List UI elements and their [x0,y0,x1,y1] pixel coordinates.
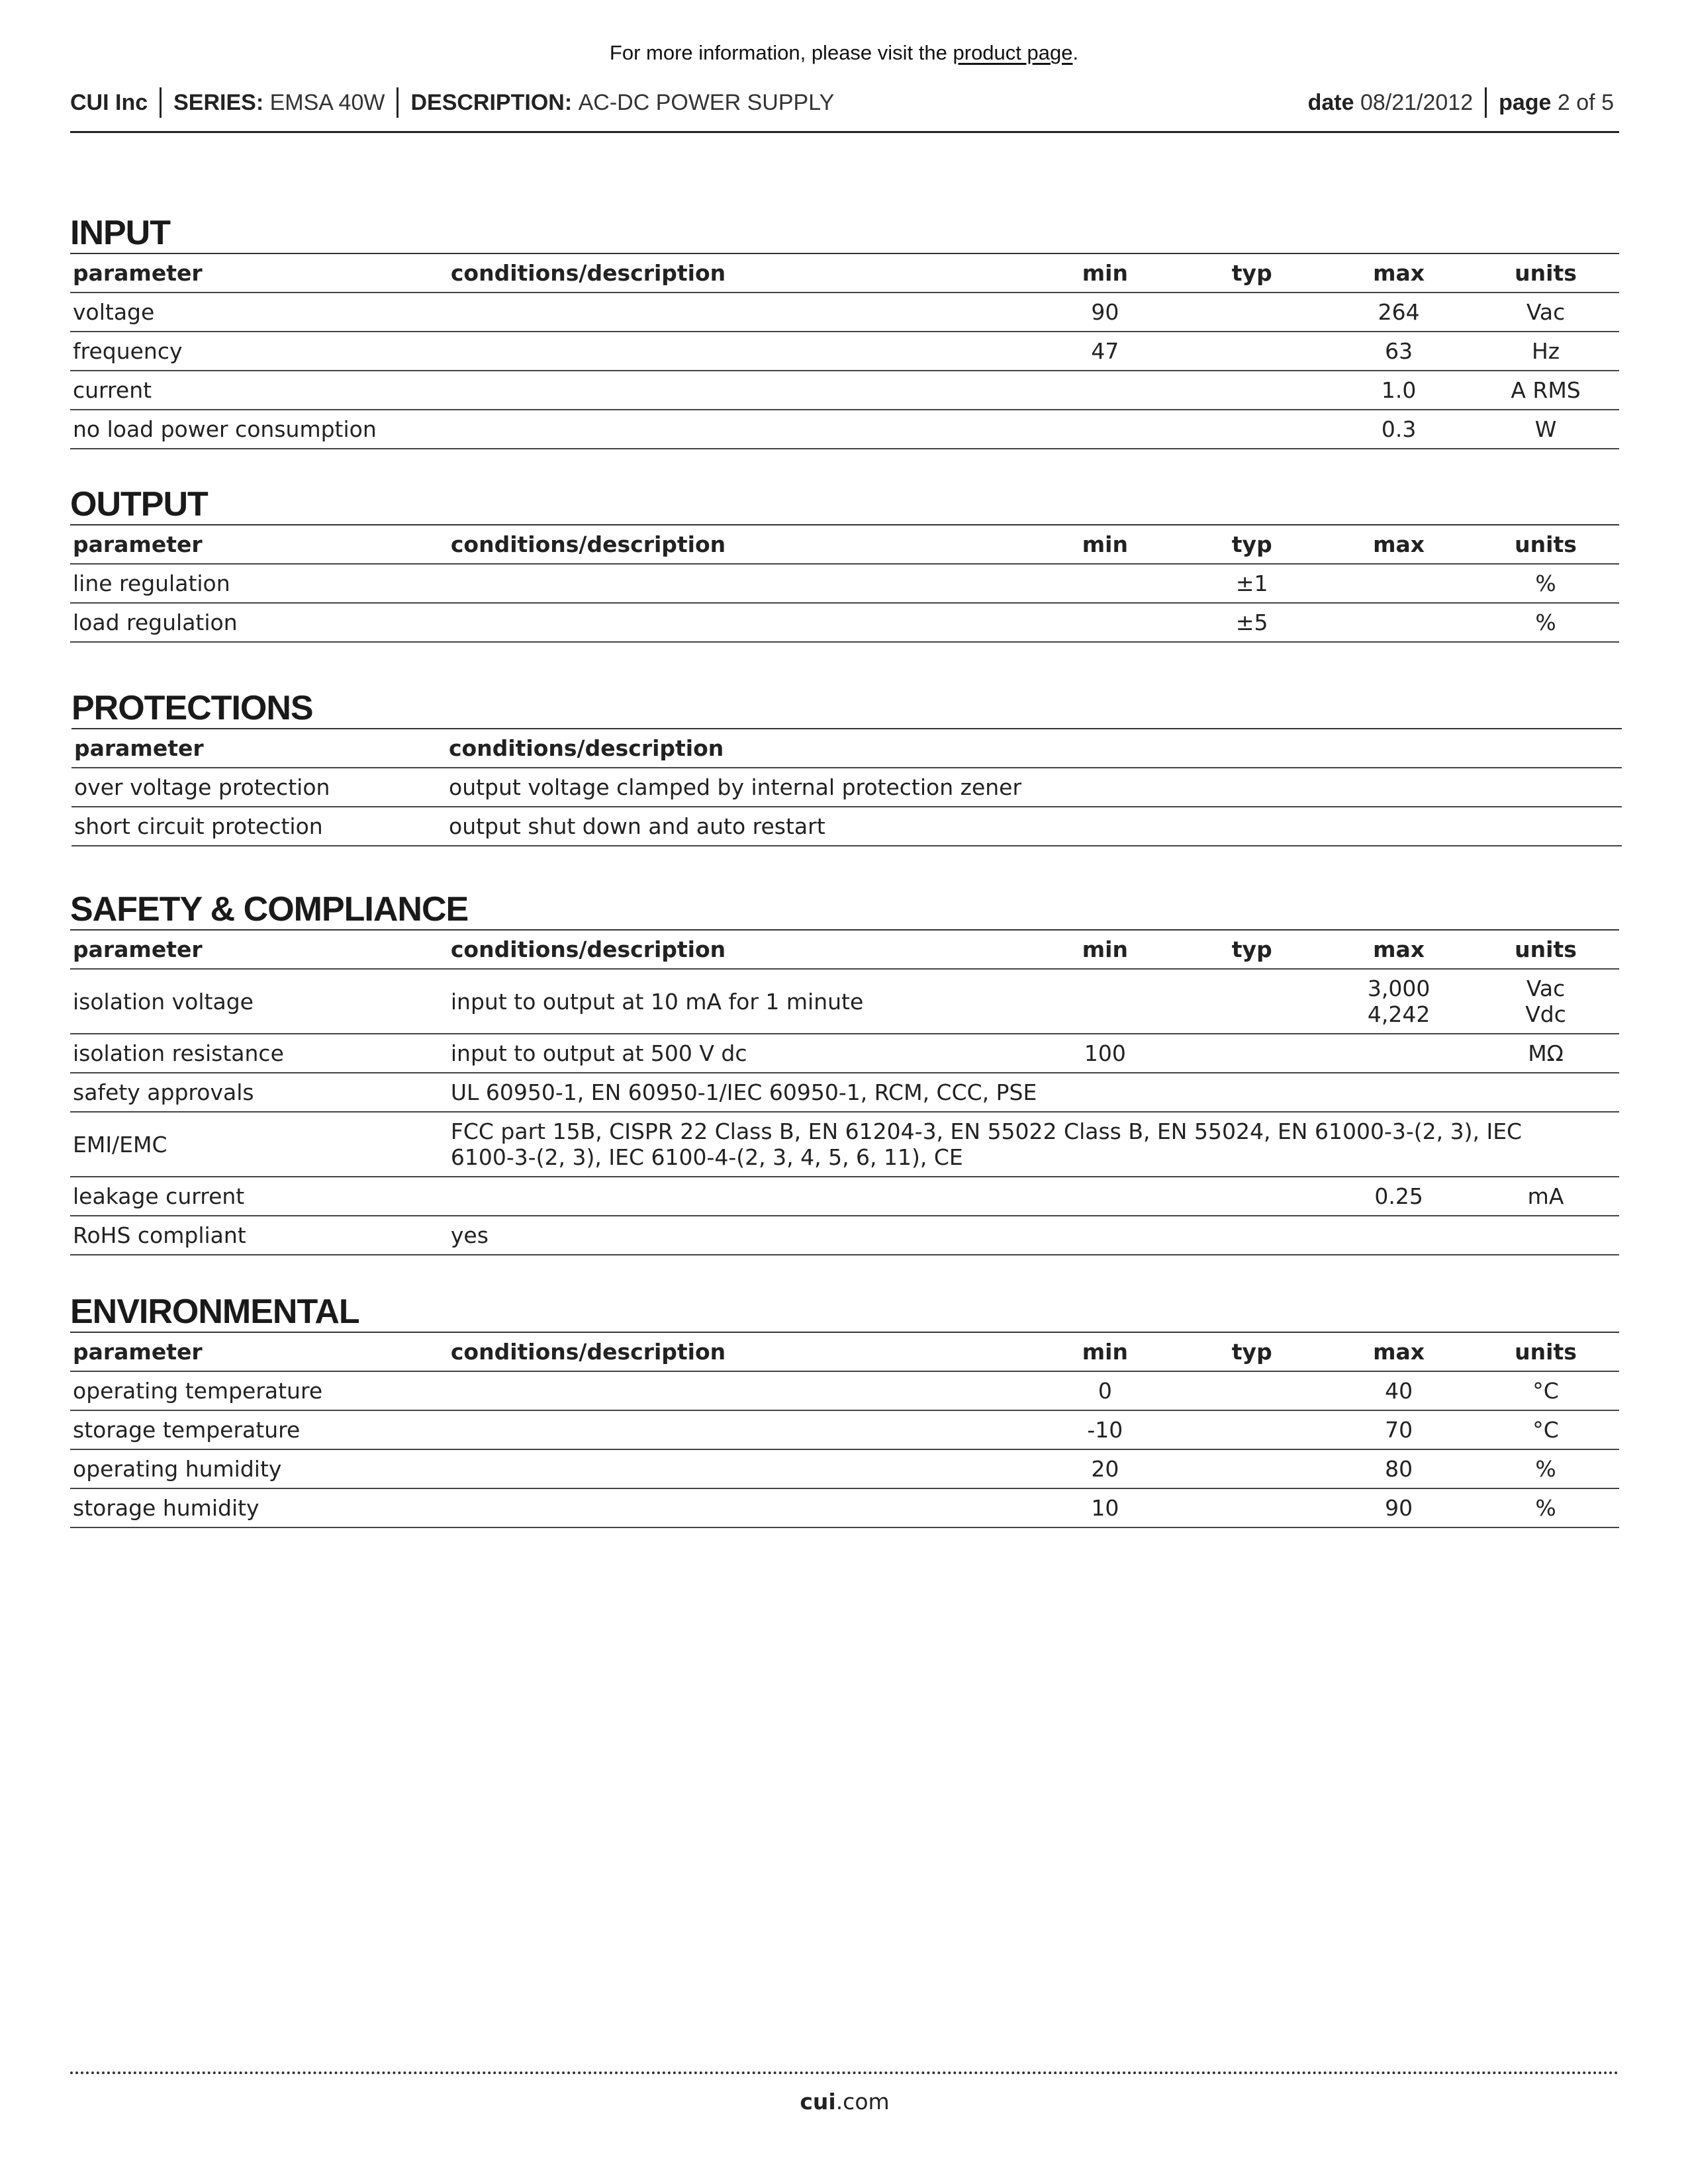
cell-units: % [1472,603,1619,642]
header-divider [397,87,399,118]
cell-min [1031,410,1178,449]
cell-units [1472,969,1619,1034]
header-units: units [1472,525,1619,564]
cell-conditions [448,564,1032,603]
header-conditions: conditions/description [448,525,1032,564]
page-value: 2 of 5 [1557,89,1614,115]
header-parameter: parameter [71,729,446,768]
cell-parameter: voltage [70,293,448,332]
cell-parameter: short circuit protection [71,807,446,846]
header-divider [160,87,162,118]
header-typ: typ [1178,1333,1325,1371]
table-row [70,969,1619,1034]
output-section [70,484,1619,643]
cell-conditions [448,1371,1032,1410]
units-value: Vac [1526,976,1566,1001]
max-value: 4,242 [1367,1001,1430,1027]
header-min: min [1031,525,1178,564]
footer-site-bold: cui [800,2089,836,2115]
cell-conditions [448,371,1032,410]
cell-parameter: load regulation [70,603,448,642]
header-typ: typ [1178,525,1325,564]
cell-conditions [448,1112,1619,1177]
cell-conditions [448,1449,1032,1488]
header-parameter: parameter [70,525,448,564]
section-title: INPUT [70,213,1619,254]
page-label: page [1499,89,1552,115]
cell-typ [1178,1449,1325,1488]
table-header-row [70,254,1619,293]
header-min: min [1031,254,1178,293]
series-value: EMSA 40W [269,89,385,115]
environmental-section [70,1292,1619,1528]
cell-min [1031,1177,1178,1216]
header-parameter: parameter [70,254,448,293]
table-header-row [70,525,1619,564]
cell-parameter: line regulation [70,564,448,603]
cell-parameter: storage humidity [70,1488,448,1527]
cell-conditions: yes [448,1216,1619,1255]
conditions-line: FCC part 15B, CISPR 22 Class B, EN 61204-3, EN 55022 Class B, EN 55024, EN 61000-3-(2, 3), IEC [450,1118,1523,1144]
header-conditions: conditions/description [448,931,1032,969]
cell-min: 20 [1031,1449,1178,1488]
environmental-table [70,1333,1619,1528]
cell-max: 40 [1325,1371,1472,1410]
cell-min [1031,564,1178,603]
cell-max [1325,1034,1472,1073]
cell-conditions [448,1177,1032,1216]
cell-min [1031,371,1178,410]
protections-table [71,729,1622,846]
cell-typ: ±5 [1178,603,1325,642]
cell-conditions [448,1410,1032,1449]
header-min: min [1031,1333,1178,1371]
cell-units: MΩ [1472,1034,1619,1073]
table-header-row [70,931,1619,969]
date-value: 08/21/2012 [1360,89,1474,115]
header-conditions: conditions/description [446,729,1622,768]
table-row [70,1073,1619,1112]
table-row [70,1112,1619,1177]
cell-typ [1178,1371,1325,1410]
header-typ: typ [1178,254,1325,293]
header-divider [1485,87,1487,118]
section-title: SAFETY & COMPLIANCE [70,889,1619,931]
cell-units: % [1472,564,1619,603]
cell-max: 63 [1325,332,1472,371]
table-row [70,293,1619,332]
header-parameter: parameter [70,931,448,969]
output-table [70,525,1619,643]
cell-units: °C [1472,1410,1619,1449]
page-header [70,81,1619,133]
cell-max: 80 [1325,1449,1472,1488]
product-page-link[interactable]: product page [953,41,1073,64]
footer-website[interactable] [70,2089,1619,2115]
cell-parameter: operating temperature [70,1371,448,1410]
cell-parameter: RoHS compliant [70,1216,448,1255]
cell-min: -10 [1031,1410,1178,1449]
cell-conditions: input to output at 10 mA for 1 minute [448,969,1032,1034]
table-row [71,807,1622,846]
cell-conditions [448,332,1032,371]
table-row [71,768,1622,807]
section-title: ENVIRONMENTAL [70,1292,1619,1333]
header-units: units [1472,1333,1619,1371]
cell-min: 90 [1031,293,1178,332]
company-name: CUI Inc [70,89,148,115]
cell-conditions: input to output at 500 V dc [448,1034,1032,1073]
description-label: DESCRIPTION: [410,89,573,115]
section-title: PROTECTIONS [71,688,1622,729]
cell-conditions [448,603,1032,642]
cell-units: % [1472,1449,1619,1488]
input-section [70,213,1619,449]
table-row [70,564,1619,603]
cell-max: 0.25 [1325,1177,1472,1216]
table-row [70,332,1619,371]
cell-conditions: output voltage clamped by internal protection zener [446,768,1622,807]
cell-min: 47 [1031,332,1178,371]
units-value: Vdc [1525,1001,1566,1027]
cell-min [1031,603,1178,642]
cell-parameter: isolation resistance [70,1034,448,1073]
cell-max [1325,564,1472,603]
date-label: date [1307,89,1354,115]
header-max: max [1325,254,1472,293]
cell-typ [1178,1488,1325,1527]
table-row [70,1488,1619,1527]
table-row [70,1216,1619,1255]
cell-typ [1178,1410,1325,1449]
cell-parameter: frequency [70,332,448,371]
cell-parameter: EMI/EMC [70,1112,448,1177]
series-label: SERIES: [173,89,264,115]
table-header-row [71,729,1622,768]
cell-parameter: no load power consumption [70,410,448,449]
cell-conditions [448,410,1032,449]
page-footer [70,2071,1619,2115]
cell-units: W [1472,410,1619,449]
table-row [70,1449,1619,1488]
table-row [70,1034,1619,1073]
safety-section [70,889,1619,1255]
cell-conditions [448,293,1032,332]
header-units: units [1472,254,1619,293]
safety-table [70,931,1619,1255]
cell-parameter: safety approvals [70,1073,448,1112]
cell-typ [1178,371,1325,410]
cell-typ [1178,1034,1325,1073]
table-row [70,410,1619,449]
description-value: AC-DC POWER SUPPLY [578,89,835,115]
header-units: units [1472,931,1619,969]
cell-min: 10 [1031,1488,1178,1527]
section-title: OUTPUT [70,484,1619,525]
top-note [0,41,1688,65]
input-table [70,254,1619,449]
top-note-prefix: For more information, please visit the [609,41,953,64]
cell-units: mA [1472,1177,1619,1216]
header-conditions: conditions/description [448,1333,1032,1371]
cell-parameter: storage temperature [70,1410,448,1449]
cell-typ [1178,1177,1325,1216]
header-max: max [1325,1333,1472,1371]
cell-units: °C [1472,1371,1619,1410]
header-parameter: parameter [70,1333,448,1371]
cell-max [1325,603,1472,642]
header-max: max [1325,525,1472,564]
cell-conditions: UL 60950-1, EN 60950-1/IEC 60950-1, RCM, CCC, PSE [448,1073,1619,1112]
table-row [70,1177,1619,1216]
cell-max: 264 [1325,293,1472,332]
table-row [70,371,1619,410]
cell-max: 70 [1325,1410,1472,1449]
header-conditions: conditions/description [448,254,1032,293]
table-row [70,1410,1619,1449]
header-typ: typ [1178,931,1325,969]
table-header-row [70,1333,1619,1371]
top-note-suffix: . [1072,41,1079,64]
cell-conditions: output shut down and auto restart [446,807,1622,846]
table-row [70,1371,1619,1410]
table-row [70,603,1619,642]
cell-units: % [1472,1488,1619,1527]
cell-max [1325,969,1472,1034]
cell-typ [1178,410,1325,449]
cell-parameter: over voltage protection [71,768,446,807]
cell-typ [1178,293,1325,332]
cell-max: 90 [1325,1488,1472,1527]
cell-parameter: leakage current [70,1177,448,1216]
cell-max: 0.3 [1325,410,1472,449]
cell-typ [1178,332,1325,371]
cell-conditions [448,1488,1032,1527]
cell-units: Vac [1472,293,1619,332]
cell-parameter: isolation voltage [70,969,448,1034]
max-value: 3,000 [1367,976,1430,1001]
cell-typ [1178,969,1325,1034]
protections-section [71,688,1622,846]
cell-min: 100 [1031,1034,1178,1073]
cell-parameter: operating humidity [70,1449,448,1488]
cell-units: Hz [1472,332,1619,371]
cell-typ: ±1 [1178,564,1325,603]
cell-max: 1.0 [1325,371,1472,410]
cell-min [1031,969,1178,1034]
cell-units: A RMS [1472,371,1619,410]
conditions-line: 6100-3-(2, 3), IEC 6100-4-(2, 3, 4, 5, 6, 11), CE [450,1144,963,1170]
cell-parameter: current [70,371,448,410]
header-max: max [1325,931,1472,969]
cell-min: 0 [1031,1371,1178,1410]
header-min: min [1031,931,1178,969]
footer-site-rest: .com [835,2089,890,2115]
